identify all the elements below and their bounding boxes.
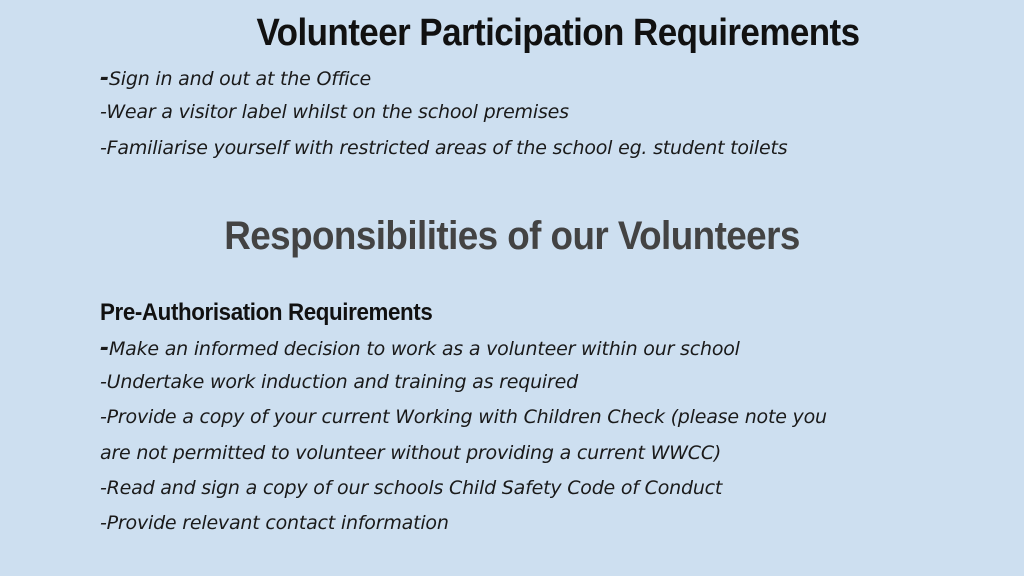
pre-auth-item-induction: -Undertake work induction and training as required <box>100 371 578 393</box>
pre-auth-item-wwcc: -Provide a copy of your current Working with Children Check (please note you <box>100 406 827 428</box>
bullet-dash: - <box>100 66 109 91</box>
pre-auth-item-informed-decision <box>100 336 740 361</box>
bullet-dash: - <box>100 336 109 361</box>
pre-auth-item-contact-info: -Provide relevant contact information <box>100 512 449 534</box>
pre-auth-item-wwcc-continued: are not permitted to volunteer without providing a current WWCC) <box>100 442 722 464</box>
page-title: Volunteer Participation Requirements <box>256 12 860 54</box>
participation-item-visitor-label: -Wear a visitor label whilst on the school premises <box>100 101 569 123</box>
pre-auth-item-text: Make an informed decision to work as a volunteer within our school <box>108 338 740 360</box>
participation-item-restricted-areas: -Familiarise yourself with restricted areas of the school eg. student toilets <box>100 137 788 159</box>
section-title-responsibilities: Responsibilities of our Volunteers <box>224 214 800 258</box>
pre-authorisation-heading: Pre-Authorisation Requirements <box>100 299 433 326</box>
participation-item-text: Sign in and out at the Office <box>108 68 372 90</box>
pre-auth-item-code-of-conduct: -Read and sign a copy of our schools Child Safety Code of Conduct <box>100 477 723 499</box>
participation-item-sign-in <box>100 66 371 91</box>
